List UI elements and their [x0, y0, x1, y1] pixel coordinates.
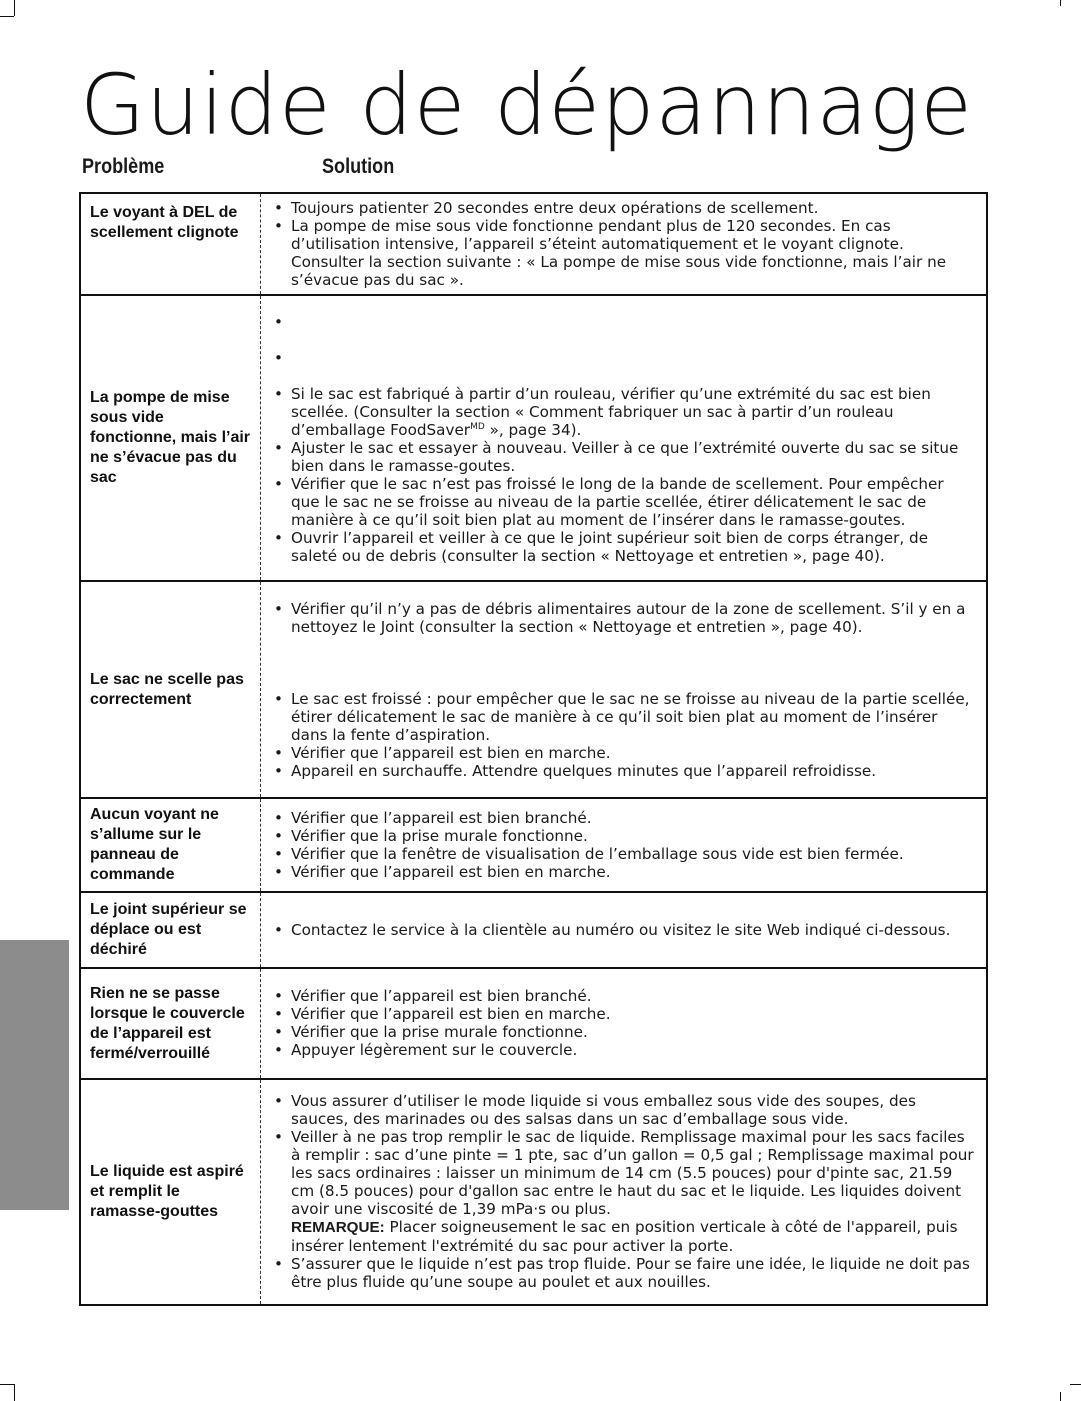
list-item: • Vérifier que la prise murale fonctionne. [271, 1023, 976, 1041]
table-row [80, 968, 987, 1079]
table-row [80, 193, 987, 295]
list-item-text: », page 34). [484, 420, 582, 439]
list-item [271, 385, 976, 439]
problem-cell [80, 295, 261, 581]
list-item: • Appareil en surchauffe. Attendre quelques minutes que l’appareil refroidisse. [271, 762, 976, 780]
list-item: • Vous assurer d’utiliser le mode liquide si vous emballez sous vide des soupes, des sauces, des marinades ou des salsas dans un sac d’emballage sous vide. [271, 1092, 976, 1128]
troubleshooting-table [79, 192, 988, 1306]
problem-text: Le liquide est aspiré et remplit le ramasse-gouttes [90, 1163, 244, 1220]
list-item-text: Si le sac est fabriqué à partir d’un rouleau, vérifier qu’une extrémité du sac est bien scellée. (Consulter la section « Comment fabriquer un sac à partir d’un rouleau d’emballage FoodSaver [291, 384, 931, 439]
trademark-mark: MD [470, 421, 485, 432]
section-tab [0, 940, 69, 1210]
table-row [80, 1079, 987, 1305]
list-item: • Le sac est froissé : pour empêcher que le sac ne se froisse au niveau de la partie scellée, étirer délicatement le sac de manière à ce qu’il soit bien plat au moment de l’insérer dans la fente d’aspiration. [271, 690, 976, 744]
problem-text: Le joint supérieur se déplace ou est déchiré [90, 901, 247, 958]
table-row [80, 581, 987, 798]
list-item: • Vérifier que la fenêtre de visualisation de l’emballage sous vide est bien fermée. [271, 845, 976, 863]
solution-cell [261, 968, 988, 1079]
problem-text: Aucun voyant ne s’allume sur le panneau de commande [90, 806, 219, 883]
crop-mark [1070, 1384, 1081, 1385]
problem-text: Rien ne se passe lorsque le couvercle de l’appareil est fermé/verrouillé [90, 984, 245, 1062]
problem-cell [80, 1079, 261, 1305]
solution-cell [261, 581, 988, 798]
table-row [80, 892, 987, 968]
list-item: • Ouvrir l’appareil et veiller à ce que le joint supérieur soit bien de corps étranger, de saleté ou de debris (consulter la section « Nettoyage et entretien », page 40). [271, 529, 976, 565]
problem-cell [80, 968, 261, 1079]
list-item: • Toujours patienter 20 secondes entre deux opérations de scellement. [271, 199, 976, 217]
problem-cell [80, 581, 261, 798]
list-item: • Contactez le service à la clientèle au numéro ou visitez le site Web indiqué ci-dessous. [271, 921, 976, 939]
solution-cell [261, 1079, 988, 1305]
list-item: • Ajuster le sac et essayer à nouveau. Veiller à ce que l’extrémité ouverte du sac se situe bien dans le ramasse-goutes. [271, 439, 976, 475]
problem-cell [80, 798, 261, 892]
problem-text: Le sac ne scelle pas correctement [90, 670, 244, 708]
crop-mark [0, 1384, 14, 1385]
crop-mark [1060, 1392, 1061, 1401]
list-item: • Vérifier que l’appareil est bien branché. [271, 987, 976, 1005]
page-title: Guide de dépannage [80, 56, 973, 154]
spacer [271, 349, 976, 385]
list-item: • Vérifier que l’appareil est bien branché. [271, 809, 976, 827]
column-header-problem: Problème [82, 155, 165, 178]
problem-text: Le voyant à DEL de scellement clignote [90, 204, 239, 241]
solution-cell [261, 892, 988, 968]
spacer [271, 636, 976, 690]
list-item: • S’assurer que le liquide n’est pas trop fluide. Pour se faire une idée, le liquide ne doit pas être plus fluide qu’une soupe au poulet et aux nouilles. [271, 1255, 976, 1291]
table-row [80, 295, 987, 581]
list-item: • Vérifier que l’appareil est bien en marche. [271, 744, 976, 762]
list-item: • Vérifier que l’appareil est bien en marche. [271, 1005, 976, 1023]
crop-mark [0, 16, 14, 17]
crop-mark [1060, 0, 1061, 6]
list-item [271, 1128, 976, 1255]
list-item: • La pompe de mise sous vide fonctionne pendant plus de 120 secondes. En cas d’utilisation intensive, l’appareil s’éteint automatiquement et le voyant clignote. Consulter la section suivante : « La pompe de mise sous vide fonctionne, mais l’air ne s’évacue pas du sac ». [271, 217, 976, 289]
crop-mark [14, 1384, 15, 1401]
crop-mark [14, 0, 15, 16]
list-item: • Vérifier que la prise murale fonctionne. [271, 827, 976, 845]
remark-label: REMARQUE: [291, 1219, 385, 1236]
solution-cell [261, 798, 988, 892]
list-item-text: Veiller à ne pas trop remplir le sac de liquide. Remplissage maximal pour les sacs faciles à remplir : sac d’une pinte = 1 pte, sac d’un gallon = 0,5 gal ; Remplissage maximal pour les sacs ordinaires : laisser un minimum de 14 cm (5.5 pouces) pour d'pinte sac, 21.59 cm (8.5 pouces) pour d'gallon sac entre le haut du sac et le liquide. Les liquides doivent avoir une viscosité de 1,39 mPa·s ou plus. [291, 1128, 974, 1218]
problem-text: La pompe de mise sous vide fonctionne, mais l’air ne s’évacue pas du sac [90, 389, 251, 486]
list-item: • Vérifier que l’appareil est bien en marche. [271, 863, 976, 881]
column-header-solution: Solution [322, 155, 395, 178]
problem-cell [80, 193, 261, 295]
list-item: • Vérifier que le sac n’est pas froissé le long de la bande de scellement. Pour empêcher que le sac ne se froisse au niveau de la partie scellée, étirer délicatement le sac de manière à ce qu’il soit bien plat au moment de l’insérer dans le ramasse-goutes. [271, 475, 976, 529]
list-item: • Appuyer légèrement sur le couvercle. [271, 1041, 976, 1059]
solution-cell [261, 193, 988, 295]
table-row [80, 798, 987, 892]
solution-cell [261, 295, 988, 581]
remark-text: Placer soigneusement le sac en position verticale à côté de l'appareil, puis insérer lentement l'extrémité du sac pour activer la porte. [291, 1218, 958, 1255]
problem-cell [80, 892, 261, 968]
list-item: • Vérifier qu’il n’y a pas de débris alimentaires autour de la zone de scellement. S’il y en a nettoyez le Joint (consulter la section « Nettoyage et entretien », page 40). [271, 600, 976, 636]
list-item [271, 313, 976, 349]
